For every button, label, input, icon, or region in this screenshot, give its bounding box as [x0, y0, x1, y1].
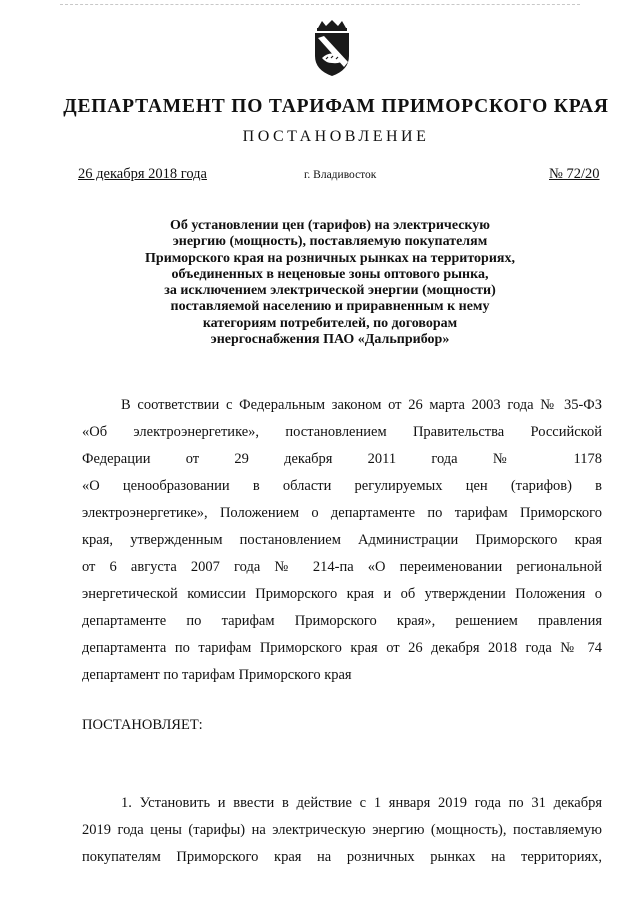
- subject-line: поставляемой населению и приравненным к нему: [170, 299, 490, 315]
- paragraph-line: департамент по тарифам Приморского края: [82, 667, 352, 683]
- clause-1: [82, 790, 602, 871]
- preamble-paragraph: [82, 392, 602, 689]
- paragraph-line: покупателям Приморского края на розничных рынках на территориях,: [82, 849, 602, 865]
- paragraph-line: «Об электроэнергетике», постановлением Правительства Российской: [82, 424, 602, 440]
- paragraph-line: В соответствии с Федеральным законом от 26 марта 2003 года № 35-ФЗ: [121, 397, 602, 413]
- document-type: ПОСТАНОВЛЕНИЕ: [242, 128, 430, 145]
- resolves-heading: ПОСТАНОВЛЯЕТ:: [82, 717, 203, 733]
- document-date: 26 декабря 2018 года: [78, 166, 207, 182]
- subject-line: категориям потребителей, по договорам: [202, 315, 458, 331]
- subject-line: энергоснабжения ПАО «Дальприбор»: [210, 332, 450, 348]
- subject-line: объединенных в неценовые зоны оптового рынка,: [171, 266, 489, 282]
- paragraph-line: департаменте по тарифам Приморского края», решением правления: [82, 613, 602, 629]
- paragraph-line: департамента по тарифам Приморского края от 26 декабря 2018 года № 74: [82, 640, 602, 656]
- coat-of-arms-icon: [302, 18, 362, 78]
- paragraph-line: Федерации от 29 декабря 2011 года № 1178: [82, 451, 602, 467]
- paragraph-line: энергетической комиссии Приморского края и об утверждении Положения о: [82, 586, 602, 602]
- paragraph-line: края, утвержденным постановлением Администрации Приморского края: [82, 532, 602, 548]
- document-number: № 72/20: [549, 166, 600, 182]
- subject-heading: [110, 218, 550, 348]
- subject-line: Приморского края на розничных рынках на территориях,: [145, 250, 515, 266]
- document-city: г. Владивосток: [304, 169, 377, 181]
- scan-top-edge: [60, 4, 580, 5]
- paragraph-line: 1. Установить и ввести в действие с 1 января 2019 года по 31 декабря: [121, 795, 602, 811]
- paragraph-line: от 6 августа 2007 года № 214-па «О переименовании региональной: [82, 559, 602, 575]
- subject-line: за исключением электрической энергии (мощности): [164, 283, 496, 299]
- paragraph-line: «О ценообразовании в области регулируемых цен (тарифов) в: [82, 478, 602, 494]
- subject-line: энергию (мощность), поставляемую покупателям: [172, 234, 488, 250]
- department-title: ДЕПАРТАМЕНТ ПО ТАРИФАМ ПРИМОРСКОГО КРАЯ: [63, 96, 609, 117]
- paragraph-line: 2019 года цены (тарифы) на электрическую энергию (мощность), поставляемую: [82, 822, 602, 838]
- subject-line: Об установлении цен (тарифов) на электрическую: [169, 218, 490, 233]
- paragraph-line: электроэнергетике», Положением о департаменте по тарифам Приморского: [82, 505, 602, 521]
